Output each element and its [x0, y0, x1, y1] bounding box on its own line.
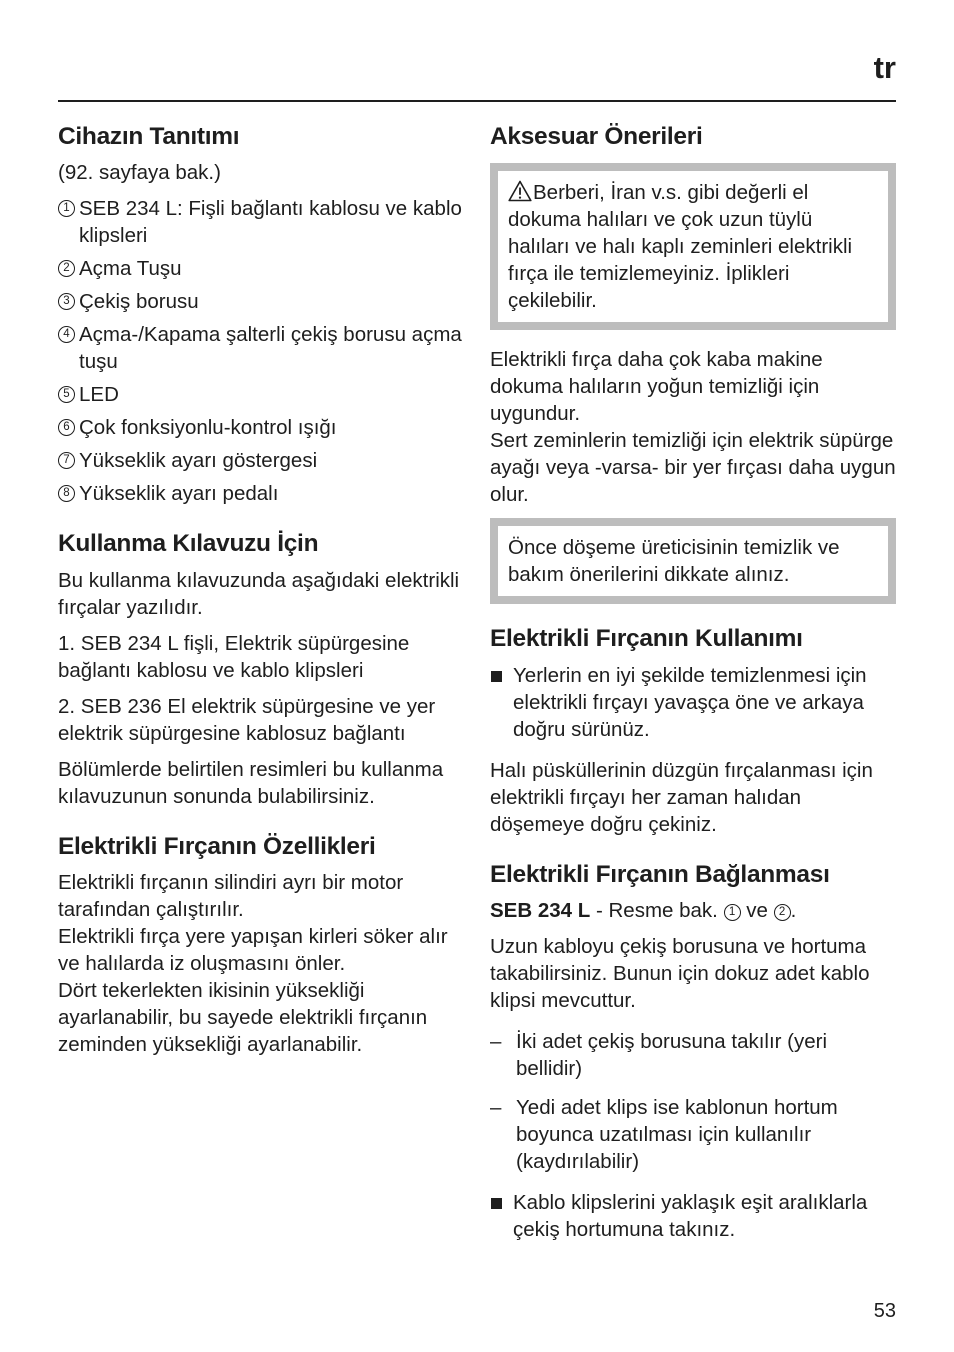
list-item-text: Açma Tuşu	[79, 257, 182, 281]
list-item	[58, 414, 468, 441]
bullet-text: Yerlerin en iyi şekilde temizlenmesi için elektrikli fırçayı yavaşça öne ve arkaya doğru sürünüz.	[513, 663, 867, 741]
ref-text: - Resme bak.	[590, 899, 724, 923]
bullet-square-icon	[491, 1198, 502, 1209]
list-item-text: Açma-/Kapama şalterli çekiş borusu açma tuşu	[79, 323, 462, 374]
page-number: 53	[873, 1300, 896, 1322]
section-title-manual: Kullanma Kılavuzu İçin	[58, 530, 319, 558]
header-rule	[58, 100, 896, 102]
language-code: tr	[873, 50, 896, 85]
list-item-text: SEB 234 L: Fişli bağlantı kablosu ve kablo klipsleri	[79, 197, 462, 248]
list-item	[58, 321, 468, 375]
ref-and: ve	[740, 899, 774, 923]
model-name: SEB 234 L	[490, 899, 591, 923]
list-item-text: Çok fonksiyonlu-kontrol ışığı	[79, 416, 337, 440]
left-column	[58, 122, 468, 1067]
list-item	[490, 1189, 896, 1243]
warning-text-wrap	[508, 179, 878, 314]
number-circle: 2	[58, 260, 75, 277]
list-item	[58, 381, 468, 408]
list-item	[490, 662, 896, 743]
paragraph: Elektrikli fırça yere yapışan kirleri söker alır ve halılarda iz oluşmasını önler.	[58, 925, 448, 976]
parts-list	[58, 195, 468, 507]
list-item	[58, 255, 468, 282]
paragraph: Bu kullanma kılavuzunda aşağıdaki elektrikli fırçalar yazılıdır.	[58, 568, 460, 619]
list-item	[58, 447, 468, 474]
right-column	[490, 122, 896, 1257]
number-circle: 2	[774, 904, 791, 921]
ref-end: .	[790, 899, 797, 923]
number-circle: 6	[58, 419, 75, 436]
list-item	[58, 288, 468, 315]
list-item	[58, 195, 468, 249]
number-circle: 4	[58, 326, 75, 343]
dash-mark: –	[490, 1096, 502, 1120]
number-circle: 5	[58, 386, 75, 403]
warning-icon	[508, 180, 532, 202]
warning-box	[490, 163, 896, 330]
number-circle: 8	[58, 485, 75, 502]
bullet-square-icon	[491, 671, 502, 682]
warning-text: Berberi, İran v.s. gibi değerli el dokuma halıları ve çok uzun tüylü halıları ve halı kaplı zeminleri elektrikli fırça ile temizlemeyiniz. İplikleri çekilebilir.	[508, 181, 853, 313]
paragraph: Bölümlerde belirtilen resimleri bu kullanma kılavuzunun sonunda bulabilirsiniz.	[58, 757, 444, 808]
list-item	[490, 1094, 896, 1175]
page-reference: (92. sayfaya bak.)	[58, 161, 221, 185]
paragraph: Elektrikli fırçanın silindiri ayrı bir motor tarafından çalıştırılır.	[58, 871, 404, 922]
paragraph: 1. SEB 234 L fişli, Elektrik süpürgesine bağlantı kablosu ve kablo klipsleri	[58, 631, 410, 682]
bullet-text: Kablo klipslerini yaklaşık eşit aralıklarla çekiş hortumuna takınız.	[513, 1191, 868, 1242]
number-circle: 1	[724, 904, 741, 921]
number-circle: 7	[58, 452, 75, 469]
dash-text: Yedi adet klips ise kablonun hortum boyunca uzatılması için kullanılır (kaydırılabilir)	[516, 1096, 838, 1174]
paragraph: Uzun kabloyu çekiş borusuna ve hortuma takabilirsiniz. Bunun için dokuz adet kablo klipsi mevcuttur.	[490, 935, 870, 1013]
usage-bullets	[490, 662, 896, 743]
paragraph: Halı püsküllerinin düzgün fırçalanması için elektrikli fırçayı her zaman halıdan döşemeye doğru çekiniz.	[490, 758, 873, 836]
section-title-usage: Elektrikli Fırçanın Kullanımı	[490, 625, 803, 653]
connection-bullets	[490, 1189, 896, 1243]
section-title-features: Elektrikli Fırçanın Özellikleri	[58, 832, 376, 860]
paragraph: Elektrikli fırça daha çok kaba makine dokuma halıların yoğun temizliği için uygundur.	[490, 348, 823, 426]
clip-dash-list	[490, 1028, 896, 1175]
section-title-connection: Elektrikli Fırçanın Bağlanması	[490, 860, 830, 888]
section-title-accessories: Aksesuar Önerileri	[490, 123, 703, 150]
list-item-text: Yükseklik ayarı göstergesi	[79, 449, 318, 473]
note-text: Önce döşeme üreticisinin temizlik ve bakım önerilerini dikkate alınız.	[508, 536, 840, 587]
dash-mark: –	[490, 1030, 502, 1054]
list-item	[58, 480, 468, 507]
list-item-text: LED	[79, 383, 119, 407]
list-item-text: Yükseklik ayarı pedalı	[79, 482, 279, 506]
paragraph: Dört tekerlekten ikisinin yüksekliği ayarlanabilir, bu sayede elektrikli fırçanın zeminden yüksekliği ayarlanabilir.	[58, 979, 428, 1057]
paragraph: Sert zeminlerin temizliği için elektrik süpürge ayağı veya -varsa- bir yer fırçası daha uygun olur.	[490, 429, 896, 507]
model-reference	[490, 897, 896, 924]
note-box	[490, 518, 896, 604]
section-title-device: Cihazın Tanıtımı	[58, 123, 240, 150]
dash-text: İki adet çekiş borusuna takılır (yeri bellidir)	[516, 1030, 828, 1081]
number-circle: 3	[58, 293, 75, 310]
list-item	[490, 1028, 896, 1082]
number-circle: 1	[58, 200, 75, 217]
paragraph: 2. SEB 236 El elektrik süpürgesine ve yer elektrik süpürgesine kablosuz bağlantı	[58, 694, 436, 745]
list-item-text: Çekiş borusu	[79, 290, 199, 314]
